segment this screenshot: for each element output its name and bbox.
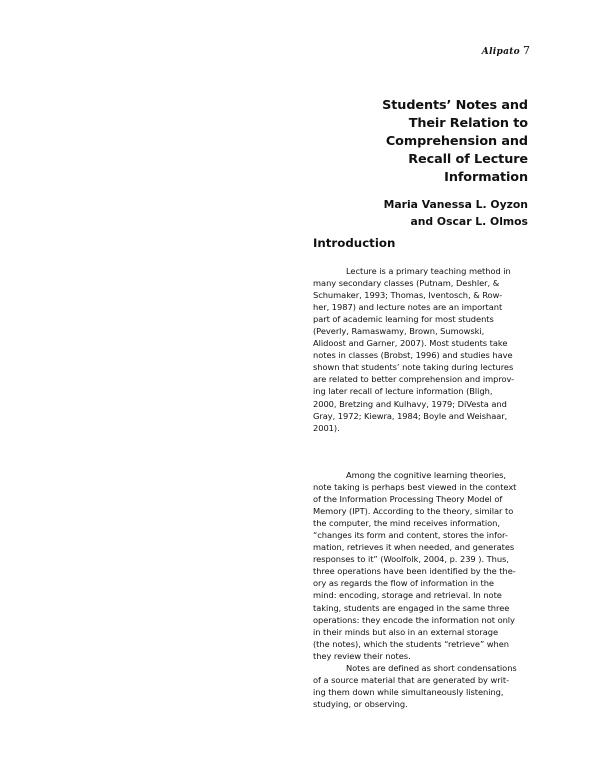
paragraph-line: Lecture is a primary teaching method in xyxy=(346,266,511,276)
paragraph-line: ing them down while simultaneously listening, xyxy=(313,687,504,698)
paragraph-3 xyxy=(313,662,535,710)
author-line: Maria Vanessa L. Oyzon xyxy=(383,198,528,211)
title-line: Information xyxy=(444,170,528,185)
title-line: Their Relation to xyxy=(408,116,528,131)
title-line: Comprehension and xyxy=(385,134,528,149)
title-line: Recall of Lecture xyxy=(408,152,528,167)
paragraph-line: studying, or observing. xyxy=(313,699,408,710)
section-heading: Introduction xyxy=(313,236,396,250)
paragraph-2 xyxy=(313,469,535,662)
author-line: and Oscar L. Olmos xyxy=(410,215,528,228)
paragraph-line: operations: they encode the information not only xyxy=(313,614,515,625)
paragraph-line: part of academic learning for most students xyxy=(313,314,494,325)
page-number: 7 xyxy=(523,44,530,57)
paragraph-line: ing later recall of lecture information (Bligh, xyxy=(313,386,493,397)
author-list xyxy=(268,196,528,230)
paragraph-line: of a source material that are generated by writ- xyxy=(313,675,510,686)
article-title xyxy=(268,97,528,187)
paragraph-line: her, 1987) and lecture notes are an important xyxy=(313,302,503,313)
paragraph-1 xyxy=(313,265,535,434)
paragraph-line: are related to better comprehension and improv- xyxy=(313,374,515,385)
paragraph-line: Among the cognitive learning theories, xyxy=(346,470,506,480)
title-line: Students’ Notes and xyxy=(382,98,528,113)
paragraph-line: three operations have been identified by the the- xyxy=(313,566,516,577)
paragraph-line: mation, retrieves it when needed, and generates xyxy=(313,542,515,553)
paragraph-line: Memory (IPT). According to the theory, similar to xyxy=(313,506,514,517)
paragraph-line: 2001). xyxy=(313,422,340,433)
paragraph-line: (the notes), which the students “retrieve” when xyxy=(313,638,510,649)
running-header xyxy=(482,44,530,57)
paragraph-line: responses to it” (Woolfolk, 2004, p. 239 ). Thus, xyxy=(313,554,509,565)
paragraph-line: 2000, Bretzing and Kulhavy, 1979; DiVesta and xyxy=(313,398,507,409)
paragraph-line: in their minds but also in an external storage xyxy=(313,626,499,637)
paragraph-line: Alidoost and Garner, 2007). Most students take xyxy=(313,338,508,349)
journal-name: Alipato xyxy=(481,47,520,57)
paragraph-line: Gray, 1972; Kiewra, 1984; Boyle and Weishaar, xyxy=(313,410,508,421)
paragraph-line: many secondary classes (Putnam, Deshler, & xyxy=(313,278,500,289)
paragraph-line: they review their notes. xyxy=(313,650,411,661)
paragraph-line: Schumaker, 1993; Thomas, Iventosch, & Row- xyxy=(313,290,503,301)
paragraph-line: note taking is perhaps best viewed in the context xyxy=(313,482,517,493)
paragraph-line: (Peverly, Ramaswamy, Brown, Sumowski, xyxy=(313,326,485,337)
paragraph-line: “changes its form and content, stores the infor- xyxy=(313,530,508,541)
paragraph-line: taking, students are engaged in the same three xyxy=(313,602,510,613)
paragraph-line: mind: encoding, storage and retrieval. In note xyxy=(313,590,502,601)
paragraph-line: shown that students’ note taking during lectures xyxy=(313,362,514,373)
paragraph-line: notes in classes (Brobst, 1996) and studies have xyxy=(313,350,513,361)
paragraph-line: Notes are defined as short condensations xyxy=(346,663,517,673)
paragraph-line: of the Information Processing Theory Model of xyxy=(313,494,503,505)
paragraph-line: ory as regards the flow of information in the xyxy=(313,578,494,589)
paragraph-line: the computer, the mind receives information, xyxy=(313,518,500,529)
